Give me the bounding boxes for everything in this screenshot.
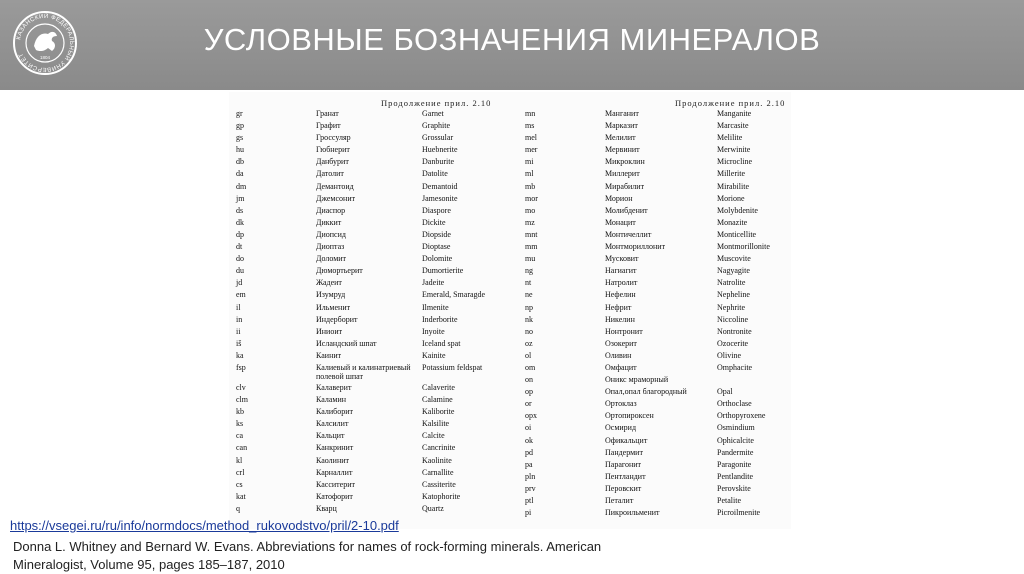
english-name-cell: Nagyagite [717,266,750,276]
abbreviation-cell: ml [525,169,534,179]
russian-name-cell: Кальцит [316,431,345,441]
english-name-cell: Marcasite [717,121,749,131]
abbreviation-cell: ng [525,266,533,276]
russian-name-cell: Карналлит [316,467,353,477]
abbreviation-cell: pi [525,508,532,518]
english-name-cell: Dumortierite [422,266,464,276]
abbreviation-cell: pln [525,471,536,481]
continuation-label-right: Продолжение прил. 2.10 [675,98,786,108]
english-name-cell: Osmindium [717,423,755,433]
english-name-cell: Kaliborite [422,407,455,417]
english-name-cell: Danburite [422,157,454,167]
russian-name-cell: Каламин [316,395,347,405]
russian-name-cell: Канкринит [316,443,354,453]
russian-name-cell: Ильменит [316,302,351,312]
abbreviation-cell: oi [525,423,532,433]
english-name-cell: Jamesonite [422,193,458,203]
abbreviation-cell: no [525,326,533,336]
abbreviation-cell: mu [525,254,536,264]
russian-name-cell: Оникс мраморный [605,375,669,385]
russian-name-cell: Мелилит [605,133,636,143]
abbreviation-cell: do [236,254,244,264]
russian-name-cell: Каолинит [316,455,350,465]
abbreviation-cell: nk [525,314,533,324]
abbreviation-cell: oz [525,338,533,348]
reference-text: Donna L. Whitney and Bernard W. Evans. Abbreviations for names of rock-forming minerals. American Mineralogist, Volume 95, pages 185–187, 2010 [13,539,602,572]
russian-name-cell: Пентландит [605,471,646,481]
russian-name-cell: Калаверит [316,382,352,392]
english-name-cell: Pandermite [717,447,754,457]
abbreviation-cell: cs [236,479,243,489]
russian-name-cell: Мервинит [605,145,640,155]
english-name-cell: Kalsilite [422,419,450,429]
english-name-cell: Inyoite [422,326,445,336]
russian-name-cell: Диаспор [316,205,346,215]
english-name-cell: Niccoline [717,314,749,324]
russian-name-cell: Каинит [316,350,342,360]
russian-name-cell: Диккит [316,217,342,227]
russian-name-cell: Натролит [605,278,638,288]
english-name-cell: Cassiterite [422,479,456,489]
abbreviation-cell: ks [236,419,244,429]
abbreviation-cell: mor [525,193,538,203]
russian-name-cell: Монтмориллонит [605,242,666,252]
english-name-cell: Potassium feldspat [422,362,483,372]
source-link[interactable]: https://vsegei.ru/ru/info/normdocs/method_rukovodstvo/pril/2-10.pdf [10,518,399,533]
russian-name-cell: Морион [605,193,633,203]
russian-name-cell: Петалит [605,496,634,505]
english-name-cell: Graphite [422,121,450,131]
abbreviation-cell: ms [525,121,535,131]
abbreviation-cell: mer [525,145,538,155]
english-name-cell: Morione [717,193,745,203]
abbreviation-cell: ne [525,290,533,300]
russian-name-cell: Гроссуляр [316,133,351,143]
russian-name-cell: Калсилит [316,419,349,429]
english-name-cell: Molybdenite [717,205,758,215]
english-name-cell: Olivine [717,350,741,360]
russian-name-cell: Датолит [316,169,344,179]
russian-name-cell: Пандермит [605,447,643,457]
russian-name-cell: Исландский шпат [316,338,377,348]
english-name-cell: Huebnerite [422,145,458,155]
english-name-cell: Orthoclase [717,399,752,409]
abbreviation-cell: dk [236,217,244,227]
russian-name-cell: Диопсид [316,229,346,239]
english-name-cell: Monazite [717,217,748,227]
russian-name-cell: Молибденит [605,205,648,215]
abbreviation-cell: clm [236,395,248,405]
english-name-cell: Dickite [422,217,446,227]
abbreviation-cell: op [525,387,533,397]
abbreviation-cell: mm [525,242,538,252]
russian-name-cell: Парагонит [605,459,642,469]
abbreviation-cell: fsp [236,362,246,372]
abbreviation-cell: il [236,302,241,312]
abbreviation-cell: iš [236,338,242,348]
abbreviation-cell: mo [525,205,536,215]
abbreviation-cell: on [525,375,533,385]
english-name-cell: Petalite [717,496,741,505]
scanned-table [229,92,791,529]
russian-name-cell: Нефрит [605,302,632,312]
logo-ring-text: КАЗАНСКИЙ ФЕДЕРАЛЬНЫЙ УНИВЕРСИТЕТ [16,13,75,73]
russian-name-cell: Пикроильменит [605,508,660,518]
russian-name-cell: Нефелин [605,290,636,300]
english-name-cell: Pentlandite [717,471,753,481]
english-name-cell: Montmorillonite [717,242,770,252]
abbreviation-cell: gp [236,121,244,131]
english-name-cell: Mirabilite [717,181,749,191]
russian-name-cell: Оливин [605,350,632,360]
english-name-cell: Monticellite [717,229,757,239]
russian-name-cell: Дюмортьерит [316,266,363,276]
english-name-cell: Paragonite [717,459,752,469]
abbreviation-cell: mz [525,217,535,227]
english-name-cell: Melilite [717,133,743,143]
abbreviation-cell: ii [236,326,241,336]
english-name-cell: Katophorite [422,491,461,501]
russian-name-cell: Калиборит [316,407,353,417]
abbreviation-cell: hu [236,145,244,155]
abbreviation-cell: q [236,503,240,513]
russian-name-cell: Ортоклаз [605,399,637,409]
english-name-cell: Muscovite [717,254,751,264]
english-name-cell: Ophicalcite [717,435,754,445]
english-name-cell: Ozocerite [717,338,749,348]
english-name-cell: Ilmenite [422,302,449,312]
abbreviation-cell: ka [236,350,244,360]
russian-name-cell: Гранат [316,109,339,118]
abbreviation-cell: gs [236,133,244,143]
abbreviation-cell: om [525,362,536,372]
english-name-cell: Datolite [422,169,448,179]
english-name-cell: Manganite [717,109,752,118]
english-name-cell: Millerite [717,169,745,179]
abbreviation-cell: can [236,443,248,453]
russian-name-cell: Катофорит [316,491,353,501]
english-name-cell: Cancrinite [422,443,456,453]
abbreviation-cell: or [525,399,532,409]
abbreviation-cell: pd [525,447,533,457]
russian-name-cell: Перовскит [605,483,642,493]
abbreviation-cell: np [525,302,533,312]
english-name-cell: Opal [717,387,733,397]
abbreviation-cell: ok [525,435,533,445]
abbreviation-cell: opx [525,411,537,421]
russian-name-cell: Мирабилит [605,181,645,191]
abbreviation-cell: prv [525,483,536,493]
russian-name-cell: Озокерит [605,338,637,348]
english-name-cell: Omphacite [717,362,753,372]
english-name-cell: Calamine [422,395,453,405]
russian-name-cell: Манганит [605,109,639,118]
abbreviation-cell: gr [236,109,243,118]
english-name-cell: Jadeite [422,278,445,288]
english-name-cell: Kaolinite [422,455,452,465]
russian-name-cell: Микроклин [605,157,645,167]
russian-name-cell: Гюбнерит [316,145,350,155]
russian-name-cell: Жадеит [316,278,342,288]
english-name-cell: Grossular [422,133,454,143]
abbreviation-cell: jd [236,278,243,288]
abbreviation-cell: kb [236,407,244,417]
russian-name-cell: Кварц [316,503,337,513]
russian-name-cell: Джемсонит [316,193,356,203]
english-name-cell: Emerald, Smaragde [422,290,486,300]
russian-name-cell: Ортопироксен [605,411,654,421]
abbreviation-cell: pa [525,459,533,469]
abbreviation-cell: crl [236,467,245,477]
page-title: УСЛОВНЫЕ БОЗНАЧЕНИЯ МИНЕРАЛОВ [203,22,821,57]
english-name-cell: Natrolite [717,278,746,288]
russian-name-cell: Омфацит [605,362,637,372]
english-name-cell: Carnallite [422,467,454,477]
english-name-cell: Orthopyroxene [717,411,766,421]
russian-name-cell: Нонтронит [605,326,643,336]
abbreviation-cell: dp [236,229,244,239]
russian-name-cell: Индерборит [316,314,358,324]
english-name-cell: Quartz [422,503,444,513]
russian-name-cell: Изумруд [316,290,346,300]
abbreviation-cell: db [236,157,244,167]
abbreviation-cell: ca [236,431,244,441]
abbreviation-cell: ds [236,205,244,215]
russian-name-cell: Офикальцит [605,435,648,445]
abbreviation-cell: kl [236,455,243,465]
continuation-label-left: Продолжение прил. 2.10 [381,98,492,108]
abbreviation-cell: mnt [525,229,538,239]
english-name-cell: Nephrite [717,302,745,312]
abbreviation-cell: mn [525,109,536,118]
russian-name-cell: Иниоит [316,326,343,336]
logo-year: 1804 [39,55,51,60]
english-name-cell: Dioptase [422,242,451,252]
english-name-cell: Kainite [422,350,446,360]
russian-name-cell: Касситерит [316,479,355,489]
abbreviation-cell: in [236,314,243,324]
english-name-cell: Iceland spat [422,338,461,348]
russian-name-cell: Никелин [605,314,635,324]
abbreviation-cell: mel [525,133,537,143]
english-name-cell: Inderborite [422,314,458,324]
abbreviation-cell: kat [236,491,246,501]
russian-name-cell: Диоптаз [316,242,345,252]
abbreviation-cell: dm [236,181,247,191]
russian-name-cell: Монтичеллит [605,229,652,239]
abbreviation-cell: em [236,290,246,300]
russian-name-cell: Мусковит [605,254,639,264]
russian-name-cell: Графит [316,121,341,131]
english-name-cell: Demantoid [422,181,458,191]
english-name-cell: Nepheline [717,290,750,300]
abbreviation-cell: clv [236,382,246,392]
russian-name-cell: Монацит [605,217,636,227]
english-name-cell: Garnet [422,109,444,118]
abbreviation-cell: du [236,266,244,276]
russian-name-cell: Доломит [316,254,347,264]
english-name-cell: Merwinite [717,145,751,155]
english-name-cell: Calcite [422,431,445,441]
russian-name-cell: Миллерит [605,169,640,179]
english-name-cell: Picroilmenite [717,508,761,518]
russian-name-cell: Осмирид [605,423,637,433]
abbreviation-cell: mb [525,181,536,191]
abbreviation-cell: ol [525,350,532,360]
abbreviation-cell: jm [236,193,245,203]
english-name-cell: Dolomite [422,254,453,264]
abbreviation-cell: ptl [525,496,534,505]
abbreviation-cell: mi [525,157,534,167]
abbreviation-cell: da [236,169,244,179]
russian-name-cell: Калиевый и калинатриевый полевой шпат [316,362,411,381]
russian-name-cell: Опал,опал благородный [605,387,687,397]
russian-name-cell: Нагиагит [605,266,637,276]
abbreviation-cell: dt [236,242,243,252]
english-name-cell: Calaverite [422,382,455,392]
russian-name-cell: Демантоид [316,181,354,191]
english-name-cell: Nontronite [717,326,752,336]
abbreviation-cell: nt [525,278,532,288]
russian-name-cell: Данбурит [316,157,349,167]
header-bar [0,0,1024,90]
english-name-cell: Perovskite [717,483,751,493]
english-name-cell: Diopside [422,229,451,239]
english-name-cell: Diaspore [422,205,451,215]
russian-name-cell: Марказит [605,121,638,131]
english-name-cell: Microcline [717,157,753,167]
